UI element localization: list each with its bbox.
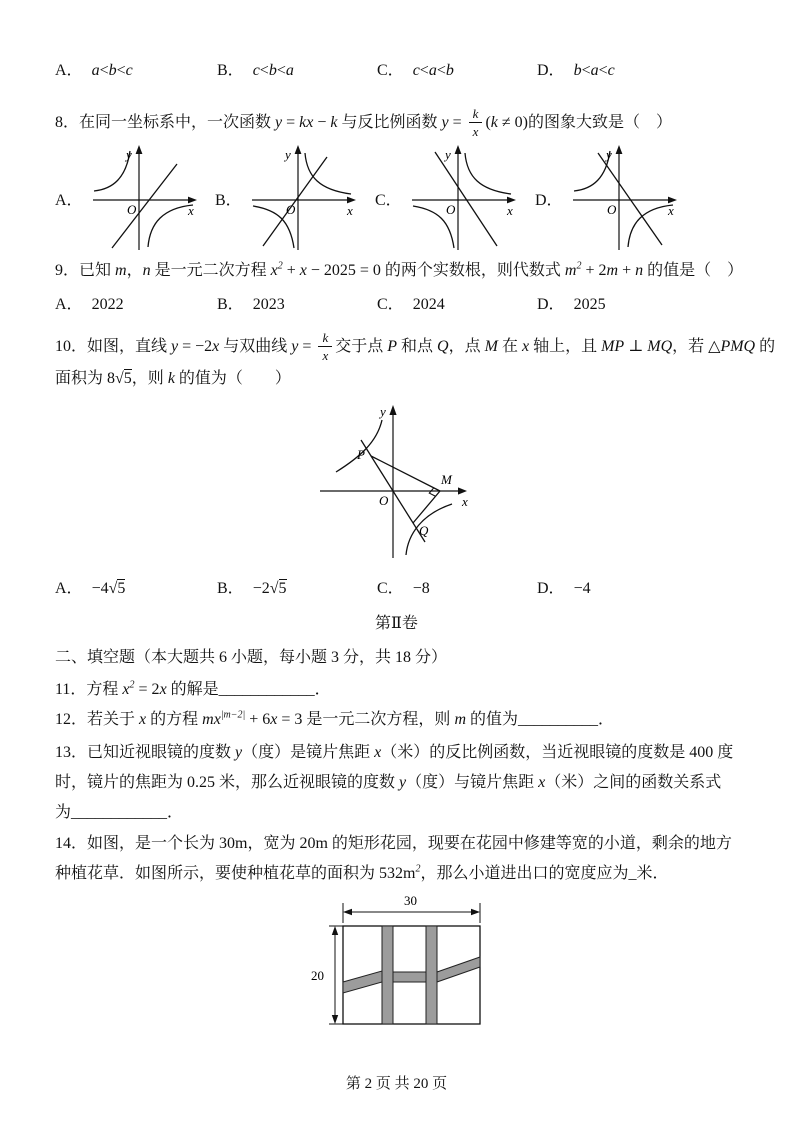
graph-option-label: C．	[375, 191, 402, 209]
q8-option-d	[535, 144, 679, 252]
graph-option-label: A．	[55, 191, 83, 209]
linear-function-line	[598, 153, 662, 245]
graph-option-label: D．	[535, 191, 563, 209]
hyperbola-branch	[628, 205, 673, 247]
right-angle-mark	[429, 488, 435, 497]
point-q-label: Q	[419, 523, 429, 538]
part2-title: 第Ⅱ卷	[375, 615, 418, 632]
choice-text: −2√5	[252, 580, 287, 597]
q8-graph-c	[408, 144, 518, 252]
section-header-fill-in: 二、填空题（本大题共 6 小题，每小题 3 分，共 18 分）	[55, 649, 448, 666]
choice-label: A．	[55, 296, 83, 313]
choice-text: c<b<a	[252, 62, 294, 79]
hyperbola-branch	[574, 151, 610, 191]
question-13-text-line2: 时，镜片的焦距为 0.25 米，那么近视眼镜的度数 y（度）与镜片焦距 x（米）之间的函数关系式	[55, 774, 722, 791]
choice-label: D．	[537, 62, 565, 79]
choice-label: B．	[217, 296, 244, 313]
choice-label: A．	[55, 580, 83, 597]
hyperbola-branch	[465, 153, 511, 194]
choice-label: B．	[217, 580, 244, 597]
hyperbola-branch	[305, 153, 351, 194]
graph-option-label: B．	[215, 191, 242, 209]
choice-item-a	[55, 60, 133, 82]
origin-label: O	[379, 493, 389, 508]
q10-choice-b	[217, 578, 287, 600]
choice-text: 2024	[412, 296, 445, 313]
choice-label: C．	[377, 580, 404, 597]
x-axis-label: x	[667, 203, 674, 218]
choice-label: D．	[537, 580, 565, 597]
q10-choice-c	[377, 578, 430, 600]
choice-text: a<b<c	[91, 62, 133, 79]
y-axis-label: y	[125, 147, 132, 162]
question-9-text: 9．已知 m，n 是一元二次方程 $x^2 + x - 2025 = 0$ 的两个实数根，则代数式 $m^2 + 2m + n$ 的值是（ ）	[55, 260, 744, 279]
vertical-path-2	[426, 926, 437, 1024]
question-14-text-line1: 14．如图，是一个长为 30m，宽为 20m 的矩形花园，现要在花园中修建等宽的小道，剩余的地方	[55, 835, 732, 852]
q10-choice-d	[537, 578, 591, 600]
height-dimension-label: 20	[311, 968, 324, 983]
hyperbola-branch	[148, 205, 193, 247]
q8-option-b	[215, 144, 358, 252]
x-axis-label: x	[346, 203, 353, 218]
y-axis-label: y	[284, 147, 291, 162]
choice-text: b<a<c	[573, 62, 615, 79]
choice-text: −8	[412, 580, 430, 597]
question-10-text-line1: 10．如图，直线 y = −2x 与双曲线 y = $\frac{k}{x}$ 交于点 P 和点 Q，点 M 在 x 轴上，且 MP ⊥ MQ，若 △PMQ 的	[55, 330, 776, 363]
point-m-label: M	[441, 472, 452, 487]
q8-option-c	[375, 144, 518, 252]
origin-label: O	[285, 202, 296, 217]
q9-choice-b	[217, 294, 285, 316]
origin-label: O	[606, 202, 616, 217]
question-12-text: 12．若关于 x 的方程 $mx^{|m-2|} + 6x = 3$ 是一元二次方程，则 m 的值为__________．	[55, 709, 615, 728]
hyperbola-branch	[94, 151, 130, 191]
choice-text: c<a<b	[412, 62, 454, 79]
choice-text: 2025	[573, 296, 606, 313]
y-axis-label: y	[380, 404, 386, 419]
x-axis-label: x	[506, 203, 513, 218]
width-dimension-label: 30	[404, 893, 417, 908]
choice-text: −4	[573, 580, 591, 597]
origin-label: O	[445, 202, 456, 217]
linear-function-line	[435, 152, 497, 246]
q14-figure	[298, 890, 498, 1035]
q8-graph-b	[248, 144, 358, 252]
middle-path	[393, 972, 426, 982]
choice-label: C．	[377, 62, 404, 79]
point-p-label: P	[357, 447, 365, 462]
choice-text: 2023	[252, 296, 285, 313]
linear-function-line	[112, 164, 177, 248]
question-13-text-line1: 13．已知近视眼镜的度数 y（度）是镜片焦距 x（米）的反比例函数，当近视眼镜的度数是 400 度	[55, 744, 734, 761]
x-axis-label: x	[462, 494, 468, 509]
question-11-text: 11．方程 $x^2 = 2x$ 的解是____________．	[55, 679, 331, 698]
choice-text: −4√5	[91, 580, 126, 597]
choice-item-c	[377, 60, 454, 82]
question-10-text-line2: 面积为 8√5，则 k 的值为（ ）	[55, 370, 291, 387]
page-footer: 第 2 页 共 20 页	[345, 1076, 448, 1092]
q8-graph-a	[89, 144, 199, 252]
q9-choice-a	[55, 294, 124, 316]
y-axis-label: y	[444, 147, 451, 162]
y-axis-label: y	[605, 147, 612, 162]
choice-label: B．	[217, 62, 244, 79]
x-axis-label: x	[187, 203, 194, 218]
q9-choice-d	[537, 294, 606, 316]
q8-option-a	[55, 144, 199, 252]
choice-item-b	[217, 60, 294, 82]
q10-figure	[300, 402, 500, 562]
q8-graph-d	[569, 144, 679, 252]
question-8-text: 8．在同一坐标系中，一次函数 y = kx − k 与反比例函数 y = $\frac{k}{x}$ (k ≠ 0)的图象大致是（ ）	[55, 106, 672, 139]
q9-choice-c	[377, 294, 445, 316]
question-14-text-line2: 种植花草．如图所示，要使种植花草的面积为 $532m^2$，那么小道进出口的宽度应为_米．	[55, 863, 669, 882]
choice-label: A．	[55, 62, 83, 79]
origin-label: O	[126, 202, 136, 217]
choice-text: 2022	[91, 296, 124, 313]
question-13-text-line3: 为____________．	[55, 804, 184, 821]
q10-choice-a	[55, 578, 125, 600]
choice-label: C．	[377, 296, 404, 313]
hyperbola-branch	[406, 504, 452, 555]
choice-label: D．	[537, 296, 565, 313]
vertical-path-1	[382, 926, 393, 1024]
hyperbola-branch	[336, 420, 382, 472]
choice-item-d	[537, 60, 615, 82]
